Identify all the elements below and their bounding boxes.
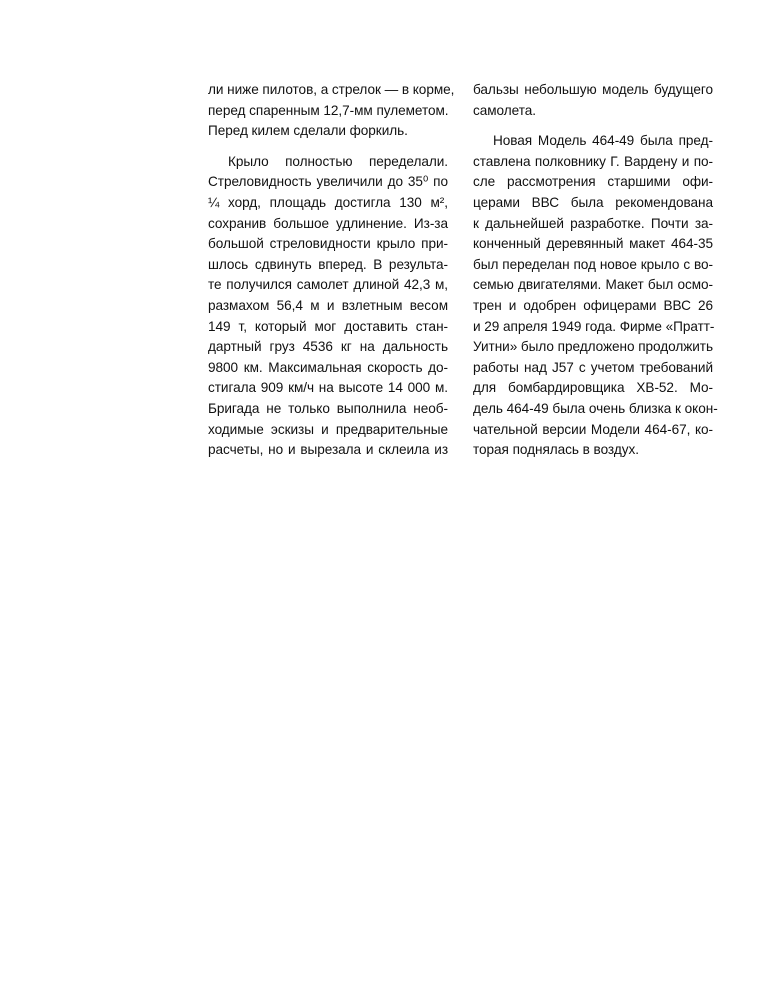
text-line: Стреловидность увеличили до 35⁰ по xyxy=(208,174,448,190)
text-line: Уитни» было предложено продолжить xyxy=(473,339,714,355)
text-line: 9800 км. Максимальная скорость до- xyxy=(208,359,448,375)
text-line: ли ниже пилотов, а стрелок — в корме, xyxy=(208,82,455,97)
text-line: расчеты, но и вырезала и склеила из xyxy=(208,442,448,458)
text-line: был переделан под новое крыло с во- xyxy=(473,256,713,272)
text-line: работы над J57 с учетом требований xyxy=(473,359,713,375)
left-column xyxy=(208,80,455,461)
text-line: размахом 56,4 м и взлетным весом xyxy=(208,297,448,313)
paragraph-3 xyxy=(473,80,713,121)
text-line: Крыло полностью переделали. xyxy=(228,153,448,169)
text-line: Перед килем сделали форкиль. xyxy=(208,123,408,139)
text-line: бальзы небольшую модель будущего xyxy=(473,82,713,97)
paragraph-gap xyxy=(208,142,448,152)
text-line: 149 т, который мог доставить стан- xyxy=(208,318,448,334)
text-line: ¼ хорд, площадь достигла 130 м², xyxy=(208,194,448,210)
paragraph-2 xyxy=(208,152,448,461)
paragraph-gap xyxy=(473,121,713,131)
text-line: сле рассмотрения старшими офи- xyxy=(473,174,713,190)
text-line: торая поднялась в воздух. xyxy=(473,442,639,458)
text-line: дартный груз 4536 кг на дальность xyxy=(208,339,448,355)
text-line: перед спаренным 12,7-мм пулеметом. xyxy=(208,102,449,118)
text-line: Бригада не только выполнила необ- xyxy=(208,400,448,416)
text-line: к дальнейшей разработке. Почти за- xyxy=(473,215,713,231)
right-column xyxy=(473,80,718,461)
text-line: шлось сдвинуть вперед. В результа- xyxy=(208,256,448,272)
text-line: трен и одобрен офицерами ВВС 26 xyxy=(473,297,713,313)
text-line: и 29 апреля 1949 года. Фирме «Пратт- xyxy=(473,318,715,334)
paragraph-4 xyxy=(473,131,718,461)
text-line: большой стреловидности крыло при- xyxy=(208,236,448,252)
text-line: семью двигателями. Макет был осмо- xyxy=(473,277,713,293)
text-line: ходимые эскизы и предварительные xyxy=(208,421,448,437)
text-line: стигала 909 км/ч на высоте 14 000 м. xyxy=(208,380,448,396)
text-line: Новая Модель 464-49 была пред- xyxy=(493,133,713,149)
text-line: ставлена полковнику Г. Вардену и по- xyxy=(473,153,713,169)
text-line: сохранив большое удлинение. Из-за xyxy=(208,215,448,231)
text-line: конченный деревянный макет 464-35 xyxy=(473,236,713,252)
paragraph-1 xyxy=(208,80,455,142)
text-line: те получился самолет длиной 42,3 м, xyxy=(208,277,448,293)
text-line: для бомбардировщика ХВ-52. Мо- xyxy=(473,380,713,396)
text-line: самолета. xyxy=(473,102,536,118)
text-line: чательной версии Модели 464-67, ко- xyxy=(473,421,713,437)
text-line: дель 464-49 была очень близка к окон- xyxy=(473,400,718,416)
text-line: церами ВВС была рекомендована xyxy=(473,194,713,210)
